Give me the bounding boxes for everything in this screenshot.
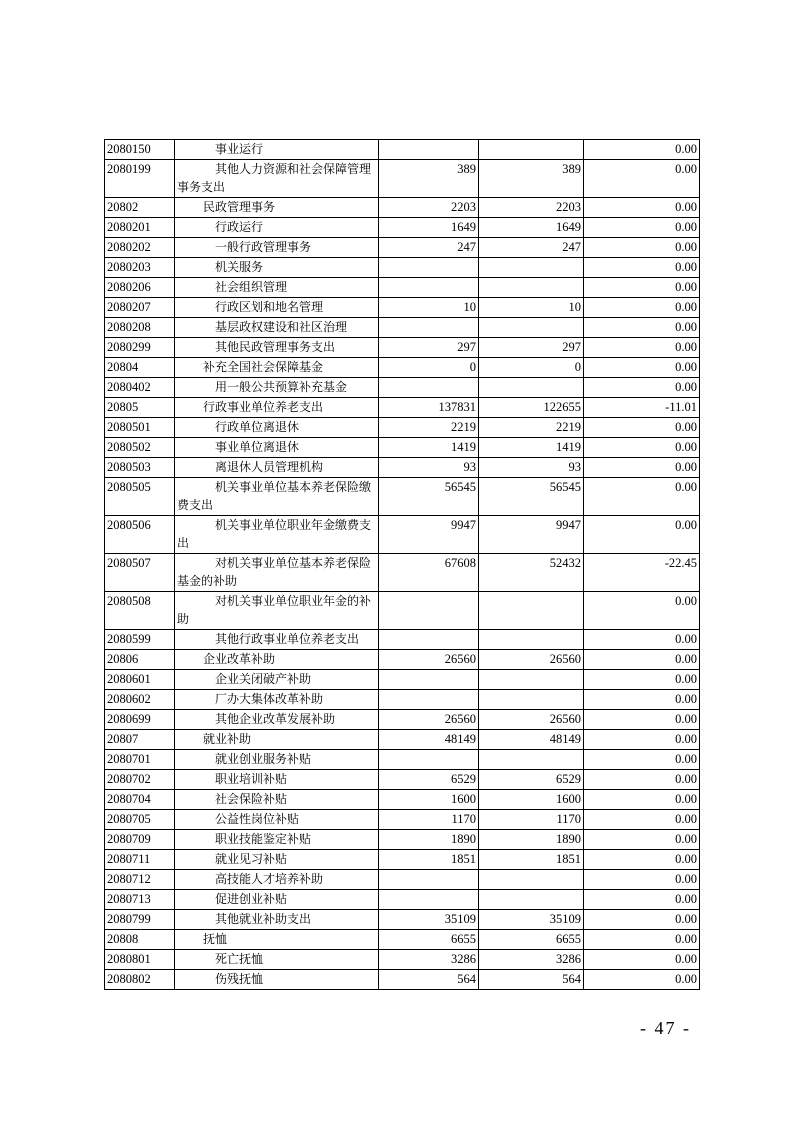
budget-table-body <box>105 140 700 990</box>
subject-name-cell <box>175 318 379 338</box>
subject-code-cell: 2080501 <box>105 418 175 438</box>
change-rate-cell: 0.00 <box>584 516 700 554</box>
change-rate-cell: 0.00 <box>584 830 700 850</box>
amount-cell-2: 48149 <box>479 730 584 750</box>
subject-name-text: 基层政权建设和社区治理 <box>215 320 348 334</box>
amount-cell-1: 6655 <box>379 930 479 950</box>
subject-name-text: 促进创业补贴 <box>215 892 288 906</box>
subject-name-cell <box>175 238 379 258</box>
amount-cell-2 <box>479 278 584 298</box>
amount-cell-1: 6529 <box>379 770 479 790</box>
table-row <box>105 592 700 630</box>
amount-cell-1 <box>379 318 479 338</box>
subject-name-text: 企业关闭破产补助 <box>215 672 312 686</box>
subject-code-cell: 2080505 <box>105 478 175 516</box>
amount-cell-1: 389 <box>379 160 479 198</box>
amount-cell-1: 93 <box>379 458 479 478</box>
change-rate-cell: 0.00 <box>584 950 700 970</box>
subject-name-cell <box>175 398 379 418</box>
subject-code-cell: 2080202 <box>105 238 175 258</box>
subject-name-cell <box>175 338 379 358</box>
amount-cell-2 <box>479 630 584 650</box>
change-rate-cell: 0.00 <box>584 690 700 710</box>
change-rate-cell: 0.00 <box>584 438 700 458</box>
amount-cell-1: 1600 <box>379 790 479 810</box>
amount-cell-2: 0 <box>479 358 584 378</box>
subject-name-cell <box>175 670 379 690</box>
amount-cell-1: 564 <box>379 970 479 990</box>
subject-name-cell <box>175 630 379 650</box>
amount-cell-2 <box>479 890 584 910</box>
amount-cell-1 <box>379 750 479 770</box>
amount-cell-1: 67608 <box>379 554 479 592</box>
change-rate-cell: 0.00 <box>584 140 700 160</box>
subject-name-text: 职业技能鉴定补贴 <box>215 832 312 846</box>
table-row <box>105 650 700 670</box>
amount-cell-1: 1170 <box>379 810 479 830</box>
change-rate-cell: 0.00 <box>584 730 700 750</box>
page-number: - 47 - <box>640 1018 691 1038</box>
subject-name-cell <box>175 378 379 398</box>
subject-code-cell: 2080402 <box>105 378 175 398</box>
table-row <box>105 554 700 592</box>
change-rate-cell: 0.00 <box>584 970 700 990</box>
table-row <box>105 398 700 418</box>
subject-name-text: 其他人力资源和社会保障管理事务支出 <box>177 162 372 194</box>
subject-name-text: 其他企业改革发展补助 <box>215 712 336 726</box>
amount-cell-2 <box>479 318 584 338</box>
subject-name-text: 就业见习补贴 <box>215 852 288 866</box>
table-row <box>105 258 700 278</box>
amount-cell-2: 10 <box>479 298 584 318</box>
amount-cell-2: 26560 <box>479 650 584 670</box>
subject-name-cell <box>175 160 379 198</box>
subject-code-cell: 20802 <box>105 198 175 218</box>
change-rate-cell: 0.00 <box>584 890 700 910</box>
table-row <box>105 870 700 890</box>
subject-code-cell: 2080199 <box>105 160 175 198</box>
change-rate-cell: 0.00 <box>584 670 700 690</box>
subject-name-text: 伤残抚恤 <box>215 972 264 986</box>
change-rate-cell: 0.00 <box>584 218 700 238</box>
subject-name-text: 对机关事业单位职业年金的补助 <box>177 594 372 626</box>
subject-name-cell <box>175 830 379 850</box>
amount-cell-1 <box>379 140 479 160</box>
subject-code-cell: 2080702 <box>105 770 175 790</box>
subject-name-cell <box>175 592 379 630</box>
table-row <box>105 930 700 950</box>
amount-cell-2: 1170 <box>479 810 584 830</box>
table-row <box>105 478 700 516</box>
amount-cell-2: 1600 <box>479 790 584 810</box>
subject-name-cell <box>175 870 379 890</box>
subject-name-text: 行政事业单位养老支出 <box>203 400 324 414</box>
change-rate-cell: 0.00 <box>584 750 700 770</box>
subject-name-text: 其他民政管理事务支出 <box>215 340 336 354</box>
subject-name-text: 其他就业补助支出 <box>215 912 312 926</box>
subject-name-text: 机关事业单位基本养老保险缴费支出 <box>177 480 372 512</box>
subject-name-text: 事业单位离退休 <box>215 440 300 454</box>
table-row <box>105 910 700 930</box>
budget-table <box>104 139 700 990</box>
table-row <box>105 218 700 238</box>
amount-cell-2: 2219 <box>479 418 584 438</box>
subject-code-cell: 2080699 <box>105 710 175 730</box>
subject-name-cell <box>175 930 379 950</box>
amount-cell-1: 3286 <box>379 950 479 970</box>
subject-name-text: 公益性岗位补贴 <box>215 812 300 826</box>
subject-name-cell <box>175 690 379 710</box>
subject-code-cell: 20807 <box>105 730 175 750</box>
amount-cell-1: 56545 <box>379 478 479 516</box>
subject-name-text: 企业改革补助 <box>203 652 276 666</box>
amount-cell-1 <box>379 278 479 298</box>
subject-name-text: 对机关事业单位基本养老保险基金的补助 <box>177 556 372 588</box>
amount-cell-1: 26560 <box>379 710 479 730</box>
subject-name-text: 就业创业服务补贴 <box>215 752 312 766</box>
subject-name-cell <box>175 478 379 516</box>
change-rate-cell: 0.00 <box>584 630 700 650</box>
amount-cell-2: 1419 <box>479 438 584 458</box>
subject-code-cell: 2080701 <box>105 750 175 770</box>
subject-name-text: 高技能人才培养补助 <box>215 872 324 886</box>
table-row <box>105 790 700 810</box>
subject-name-text: 其他行政事业单位养老支出 <box>215 632 360 646</box>
amount-cell-1: 1851 <box>379 850 479 870</box>
subject-code-cell: 2080709 <box>105 830 175 850</box>
subject-name-text: 离退休人员管理机构 <box>215 460 324 474</box>
amount-cell-2 <box>479 378 584 398</box>
subject-code-cell: 2080705 <box>105 810 175 830</box>
amount-cell-2 <box>479 140 584 160</box>
table-row <box>105 850 700 870</box>
subject-name-cell <box>175 358 379 378</box>
amount-cell-1 <box>379 630 479 650</box>
amount-cell-2: 3286 <box>479 950 584 970</box>
amount-cell-1: 1419 <box>379 438 479 458</box>
subject-name-text: 一般行政管理事务 <box>215 240 312 254</box>
subject-code-cell: 2080599 <box>105 630 175 650</box>
amount-cell-2: 1851 <box>479 850 584 870</box>
change-rate-cell: 0.00 <box>584 870 700 890</box>
change-rate-cell: 0.00 <box>584 910 700 930</box>
table-row <box>105 730 700 750</box>
subject-code-cell: 2080507 <box>105 554 175 592</box>
subject-name-cell <box>175 730 379 750</box>
subject-code-cell: 2080506 <box>105 516 175 554</box>
amount-cell-2: 6655 <box>479 930 584 950</box>
subject-name-text: 用一般公共预算补充基金 <box>215 380 348 394</box>
subject-code-cell: 2080799 <box>105 910 175 930</box>
table-row <box>105 238 700 258</box>
amount-cell-2: 2203 <box>479 198 584 218</box>
subject-name-cell <box>175 850 379 870</box>
amount-cell-1: 26560 <box>379 650 479 670</box>
amount-cell-2: 35109 <box>479 910 584 930</box>
subject-name-cell <box>175 298 379 318</box>
table-row <box>105 140 700 160</box>
subject-name-cell <box>175 810 379 830</box>
amount-cell-2 <box>479 750 584 770</box>
subject-code-cell: 2080602 <box>105 690 175 710</box>
amount-cell-2 <box>479 870 584 890</box>
change-rate-cell: 0.00 <box>584 850 700 870</box>
table-row <box>105 278 700 298</box>
table-row <box>105 160 700 198</box>
subject-name-cell <box>175 910 379 930</box>
amount-cell-1: 2219 <box>379 418 479 438</box>
table-row <box>105 338 700 358</box>
table-row <box>105 830 700 850</box>
subject-name-text: 死亡抚恤 <box>215 952 264 966</box>
table-row <box>105 458 700 478</box>
change-rate-cell: -22.45 <box>584 554 700 592</box>
table-row <box>105 710 700 730</box>
change-rate-cell: -11.01 <box>584 398 700 418</box>
subject-code-cell: 2080208 <box>105 318 175 338</box>
amount-cell-2: 6529 <box>479 770 584 790</box>
subject-name-text: 厂办大集体改革补助 <box>215 692 324 706</box>
amount-cell-1: 48149 <box>379 730 479 750</box>
subject-name-cell <box>175 710 379 730</box>
subject-code-cell: 20808 <box>105 930 175 950</box>
subject-name-text: 民政管理事务 <box>203 200 276 214</box>
amount-cell-1 <box>379 258 479 278</box>
change-rate-cell: 0.00 <box>584 478 700 516</box>
amount-cell-2: 1890 <box>479 830 584 850</box>
table-row <box>105 950 700 970</box>
subject-name-text: 行政区划和地名管理 <box>215 300 324 314</box>
amount-cell-1 <box>379 690 479 710</box>
amount-cell-2: 122655 <box>479 398 584 418</box>
subject-name-cell <box>175 258 379 278</box>
change-rate-cell: 0.00 <box>584 378 700 398</box>
subject-code-cell: 2080201 <box>105 218 175 238</box>
change-rate-cell: 0.00 <box>584 710 700 730</box>
change-rate-cell: 0.00 <box>584 418 700 438</box>
subject-name-cell <box>175 770 379 790</box>
table-row <box>105 970 700 990</box>
subject-code-cell: 2080503 <box>105 458 175 478</box>
subject-name-cell <box>175 790 379 810</box>
subject-name-cell <box>175 278 379 298</box>
table-row <box>105 630 700 650</box>
subject-code-cell: 2080713 <box>105 890 175 910</box>
amount-cell-2 <box>479 592 584 630</box>
amount-cell-2: 297 <box>479 338 584 358</box>
change-rate-cell: 0.00 <box>584 258 700 278</box>
change-rate-cell: 0.00 <box>584 770 700 790</box>
subject-name-text: 就业补助 <box>203 732 252 746</box>
amount-cell-2: 56545 <box>479 478 584 516</box>
subject-code-cell: 2080502 <box>105 438 175 458</box>
subject-code-cell: 2080150 <box>105 140 175 160</box>
change-rate-cell: 0.00 <box>584 318 700 338</box>
subject-name-cell <box>175 516 379 554</box>
subject-name-cell <box>175 140 379 160</box>
table-row <box>105 750 700 770</box>
amount-cell-2: 93 <box>479 458 584 478</box>
subject-code-cell: 20806 <box>105 650 175 670</box>
subject-name-text: 社会保险补贴 <box>215 792 288 806</box>
subject-name-cell <box>175 438 379 458</box>
table-row <box>105 198 700 218</box>
change-rate-cell: 0.00 <box>584 160 700 198</box>
amount-cell-1 <box>379 890 479 910</box>
subject-name-cell <box>175 750 379 770</box>
amount-cell-2: 9947 <box>479 516 584 554</box>
subject-name-text: 行政单位离退休 <box>215 420 300 434</box>
change-rate-cell: 0.00 <box>584 278 700 298</box>
amount-cell-1 <box>379 592 479 630</box>
subject-name-text: 抚恤 <box>203 932 228 946</box>
subject-name-cell <box>175 970 379 990</box>
subject-name-text: 补充全国社会保障基金 <box>203 360 324 374</box>
table-row <box>105 438 700 458</box>
subject-code-cell: 20804 <box>105 358 175 378</box>
table-row <box>105 418 700 438</box>
change-rate-cell: 0.00 <box>584 238 700 258</box>
table-row <box>105 670 700 690</box>
subject-code-cell: 2080711 <box>105 850 175 870</box>
subject-code-cell: 2080712 <box>105 870 175 890</box>
amount-cell-1: 35109 <box>379 910 479 930</box>
amount-cell-1: 1890 <box>379 830 479 850</box>
amount-cell-2: 247 <box>479 238 584 258</box>
amount-cell-2 <box>479 690 584 710</box>
amount-cell-1: 297 <box>379 338 479 358</box>
subject-name-cell <box>175 198 379 218</box>
change-rate-cell: 0.00 <box>584 810 700 830</box>
amount-cell-2: 52432 <box>479 554 584 592</box>
subject-code-cell: 2080704 <box>105 790 175 810</box>
subject-name-cell <box>175 418 379 438</box>
table-row <box>105 358 700 378</box>
amount-cell-1: 247 <box>379 238 479 258</box>
subject-name-text: 机关服务 <box>215 260 264 274</box>
amount-cell-1 <box>379 870 479 890</box>
change-rate-cell: 0.00 <box>584 790 700 810</box>
amount-cell-1: 2203 <box>379 198 479 218</box>
subject-code-cell: 2080508 <box>105 592 175 630</box>
subject-name-cell <box>175 950 379 970</box>
change-rate-cell: 0.00 <box>584 592 700 630</box>
table-row <box>105 770 700 790</box>
amount-cell-2: 1649 <box>479 218 584 238</box>
subject-name-text: 行政运行 <box>215 220 264 234</box>
change-rate-cell: 0.00 <box>584 338 700 358</box>
amount-cell-1: 1649 <box>379 218 479 238</box>
subject-code-cell: 2080802 <box>105 970 175 990</box>
amount-cell-2 <box>479 670 584 690</box>
table-row <box>105 890 700 910</box>
subject-code-cell: 2080206 <box>105 278 175 298</box>
amount-cell-1: 137831 <box>379 398 479 418</box>
amount-cell-1: 10 <box>379 298 479 318</box>
amount-cell-1 <box>379 670 479 690</box>
subject-name-text: 职业培训补贴 <box>215 772 288 786</box>
amount-cell-2: 26560 <box>479 710 584 730</box>
change-rate-cell: 0.00 <box>584 358 700 378</box>
table-row <box>105 810 700 830</box>
change-rate-cell: 0.00 <box>584 298 700 318</box>
subject-name-cell <box>175 890 379 910</box>
table-row <box>105 378 700 398</box>
subject-name-cell <box>175 218 379 238</box>
table-row <box>105 298 700 318</box>
table-row <box>105 318 700 338</box>
table-row <box>105 690 700 710</box>
change-rate-cell: 0.00 <box>584 650 700 670</box>
subject-code-cell: 2080207 <box>105 298 175 318</box>
subject-code-cell: 2080299 <box>105 338 175 358</box>
change-rate-cell: 0.00 <box>584 930 700 950</box>
amount-cell-1: 0 <box>379 358 479 378</box>
amount-cell-1: 9947 <box>379 516 479 554</box>
amount-cell-2: 564 <box>479 970 584 990</box>
subject-code-cell: 20805 <box>105 398 175 418</box>
change-rate-cell: 0.00 <box>584 458 700 478</box>
table-row <box>105 516 700 554</box>
subject-name-text: 事业运行 <box>215 142 264 156</box>
amount-cell-2: 389 <box>479 160 584 198</box>
subject-name-text: 社会组织管理 <box>215 280 288 294</box>
subject-code-cell: 2080801 <box>105 950 175 970</box>
amount-cell-2 <box>479 258 584 278</box>
subject-name-cell <box>175 650 379 670</box>
subject-code-cell: 2080601 <box>105 670 175 690</box>
amount-cell-1 <box>379 378 479 398</box>
subject-name-cell <box>175 554 379 592</box>
change-rate-cell: 0.00 <box>584 198 700 218</box>
subject-name-cell <box>175 458 379 478</box>
subject-name-text: 机关事业单位职业年金缴费支出 <box>177 518 372 550</box>
subject-code-cell: 2080203 <box>105 258 175 278</box>
